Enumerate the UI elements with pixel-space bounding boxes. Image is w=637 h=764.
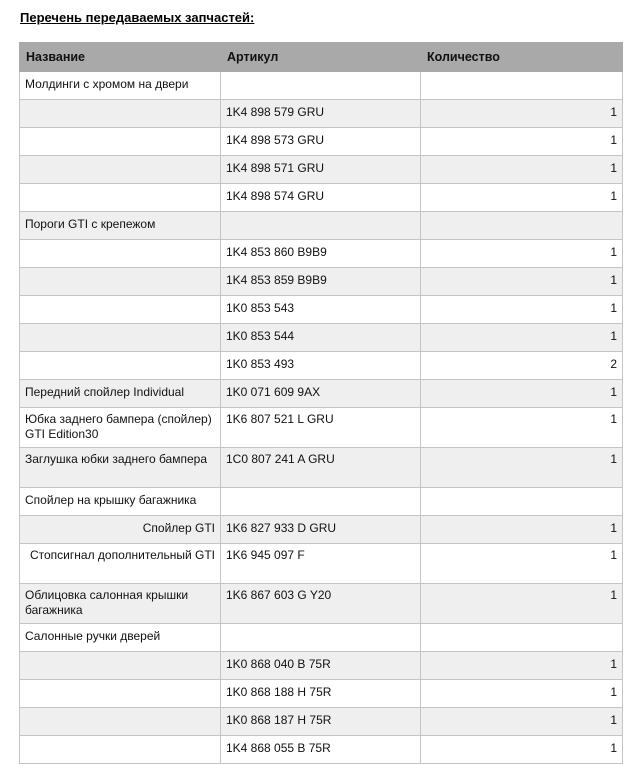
table-row: [20, 156, 623, 184]
cell-quantity: 1: [421, 324, 623, 352]
cell-name: Спойлер GTI: [20, 516, 221, 544]
cell-quantity: 1: [421, 652, 623, 680]
cell-article: 1K6 867 603 G Y20: [221, 584, 421, 624]
cell-quantity: [421, 72, 623, 100]
cell-quantity: 1: [421, 156, 623, 184]
table-header: [20, 43, 623, 72]
table-row: [20, 652, 623, 680]
table-row: [20, 516, 623, 544]
cell-quantity: 1: [421, 680, 623, 708]
cell-name: [20, 652, 221, 680]
table-row: [20, 352, 623, 380]
cell-article: 1K6 945 097 F: [221, 544, 421, 584]
table-row: [20, 296, 623, 324]
cell-name: [20, 156, 221, 184]
cell-name: [20, 352, 221, 380]
cell-quantity: [421, 488, 623, 516]
cell-quantity: 1: [421, 408, 623, 448]
table-row: [20, 680, 623, 708]
cell-name: Спойлер на крышку багажника: [20, 488, 221, 516]
table-row: [20, 584, 623, 624]
cell-article: [221, 488, 421, 516]
cell-name: Пороги GTI с крепежом: [20, 212, 221, 240]
cell-article: 1K4 868 055 B 75R: [221, 736, 421, 764]
cell-quantity: 1: [421, 448, 623, 488]
table-row: [20, 380, 623, 408]
table-row: [20, 240, 623, 268]
cell-name: [20, 296, 221, 324]
table-row: [20, 488, 623, 516]
cell-quantity: 1: [421, 184, 623, 212]
cell-name: [20, 128, 221, 156]
table-row: [20, 448, 623, 488]
cell-article: 1K0 071 609 9AX: [221, 380, 421, 408]
table-row: [20, 544, 623, 584]
cell-name: [20, 184, 221, 212]
cell-name: Юбка заднего бампера (спойлер) GTI Edition30: [20, 408, 221, 448]
cell-quantity: 2: [421, 352, 623, 380]
cell-name: Передний спойлер Individual: [20, 380, 221, 408]
cell-article: 1K0 868 187 H 75R: [221, 708, 421, 736]
document-title[interactable]: Перечень передаваемых запчастей:: [20, 10, 255, 25]
cell-article: [221, 212, 421, 240]
cell-name: [20, 240, 221, 268]
table-row: [20, 100, 623, 128]
cell-name: Молдинги с хромом на двери: [20, 72, 221, 100]
cell-name: Стопсигнал дополнительный GTI: [20, 544, 221, 584]
cell-article: 1K4 898 579 GRU: [221, 100, 421, 128]
cell-name: [20, 680, 221, 708]
table-row: [20, 324, 623, 352]
table-row: [20, 72, 623, 100]
cell-quantity: 1: [421, 380, 623, 408]
cell-article: 1K6 827 933 D GRU: [221, 516, 421, 544]
cell-quantity: 1: [421, 240, 623, 268]
cell-article: 1K4 898 573 GRU: [221, 128, 421, 156]
cell-article: 1K0 868 188 H 75R: [221, 680, 421, 708]
cell-name: Облицовка салонная крышки багажника: [20, 584, 221, 624]
cell-name: Заглушка юбки заднего бампера: [20, 448, 221, 488]
cell-name: [20, 324, 221, 352]
table-body: [20, 72, 623, 764]
cell-name: Салонные ручки дверей: [20, 624, 221, 652]
cell-article: 1K0 853 544: [221, 324, 421, 352]
cell-quantity: 1: [421, 100, 623, 128]
cell-quantity: 1: [421, 268, 623, 296]
cell-article: 1K0 853 543: [221, 296, 421, 324]
cell-article: [221, 72, 421, 100]
header-name: Название: [20, 43, 221, 72]
cell-article: 1K6 807 521 L GRU: [221, 408, 421, 448]
cell-article: 1K4 853 859 B9B9: [221, 268, 421, 296]
header-quantity: Количество: [421, 43, 623, 72]
table-row: [20, 184, 623, 212]
header-row: [20, 43, 623, 72]
cell-quantity: [421, 212, 623, 240]
cell-quantity: 1: [421, 736, 623, 764]
table-row: [20, 408, 623, 448]
cell-article: 1K0 868 040 B 75R: [221, 652, 421, 680]
cell-quantity: 1: [421, 584, 623, 624]
cell-quantity: 1: [421, 516, 623, 544]
cell-article: 1K4 853 860 B9B9: [221, 240, 421, 268]
cell-article: 1K4 898 571 GRU: [221, 156, 421, 184]
cell-quantity: 1: [421, 544, 623, 584]
cell-article: 1K0 853 493: [221, 352, 421, 380]
cell-article: 1C0 807 241 A GRU: [221, 448, 421, 488]
cell-name: [20, 100, 221, 128]
parts-table: [19, 42, 623, 764]
table-row: [20, 212, 623, 240]
table-row: [20, 708, 623, 736]
table-row: [20, 128, 623, 156]
cell-name: [20, 708, 221, 736]
table-row: [20, 624, 623, 652]
table-row: [20, 268, 623, 296]
cell-quantity: [421, 624, 623, 652]
cell-article: 1K4 898 574 GRU: [221, 184, 421, 212]
cell-article: [221, 624, 421, 652]
cell-quantity: 1: [421, 708, 623, 736]
cell-quantity: 1: [421, 296, 623, 324]
header-article: Артикул: [221, 43, 421, 72]
cell-name: [20, 268, 221, 296]
cell-quantity: 1: [421, 128, 623, 156]
